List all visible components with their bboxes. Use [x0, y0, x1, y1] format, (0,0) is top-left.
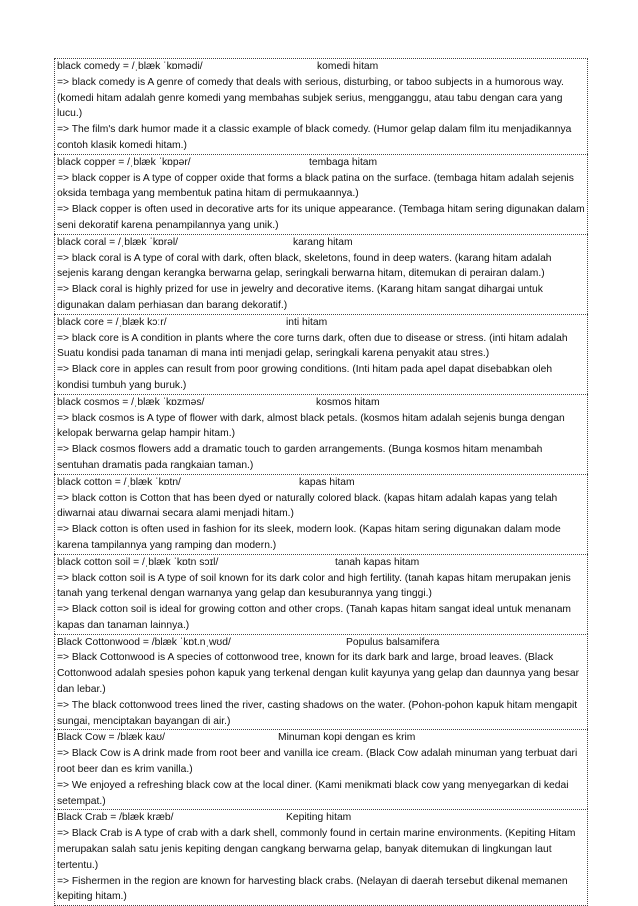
entry-definition: => black comedy is A genre of comedy that deals with serious, disturbing, or taboo subjects in a humorous way. (komedi hitam adalah genre komedi yang membahas subjek serius, mengganggu, atau tabu dengan cara yang lucu.)	[57, 76, 564, 120]
entry-translation: Kepiting hitam	[286, 812, 352, 824]
entry-header	[57, 635, 585, 651]
entry-translation: karang hitam	[293, 236, 353, 248]
entry-term: black cotton = /ˌblæk ˈkɒtn/	[57, 476, 181, 488]
entry-example: => The film's dark humor made it a classic example of black comedy. (Humor gelap dalam film itu menjadikannya contoh klasik komedi hitam.)	[57, 124, 572, 151]
glossary-entry	[54, 554, 588, 634]
entry-example: => Black copper is often used in decorative arts for its unique appearance. (Tembaga hitam sering digunakan dalam seni dekoratif karena penampilannya yang unik.)	[57, 204, 585, 231]
entry-header	[57, 59, 585, 75]
entry-translation: tembaga hitam	[309, 156, 378, 168]
entry-definition: => black copper is A type of copper oxide that forms a black patina on the surface. (tembaga hitam adalah sejenis oksida tembaga yang membentuk patina hitam di permukaannya.)	[57, 172, 574, 200]
entry-example: => Black cotton is often used in fashion for its sleek, modern look. (Kapas hitam sering digunakan dalam mode karena tampilannya yang ramping dan modern.)	[57, 524, 561, 551]
entry-definition: => Black Cottonwood is A species of cottonwood tree, known for its dark bark and large, broad leaves. (Black Cottonwood adalah spesies pohon kapuk yang terkenal dengan kulit kayunya yang gelap dan daunnya yang besar dan lebar.)	[57, 652, 580, 696]
entry-translation: komedi hitam	[317, 61, 379, 72]
entry-example: => We enjoyed a refreshing black cow at the local diner. (Kami menikmati black cow yang menyegarkan di kedai setempat.)	[57, 779, 569, 807]
glossary-entry	[54, 634, 588, 730]
entry-term: Black Crab = /blæk kræb/	[57, 812, 174, 824]
glossary-entry	[54, 154, 588, 234]
glossary-entry	[54, 58, 588, 154]
entry-header	[57, 155, 585, 171]
entry-term: Black Cow = /blæk kaʊ/	[57, 732, 166, 744]
entry-header	[57, 810, 585, 826]
entry-definition: => Black Cow is A drink made from root beer and vanilla ice cream. (Black Cow adalah minuman yang terbuat dari root beer dan es krim vanilla.)	[57, 748, 578, 776]
entry-example: => The black cottonwood trees lined the river, casting shadows on the water. (Pohon-pohon kapuk hitam mengapit sungai, menciptakan bayangan di air.)	[57, 699, 578, 727]
entry-definition: => black cotton soil is A type of soil known for its dark color and high fertility. (tanah kapas hitam merupakan jenis tanah yang terkenal dengan warnanya yang gelap dan kesuburannya yang tinggi.)	[57, 572, 571, 600]
entry-header	[57, 315, 585, 331]
glossary-entry	[54, 394, 588, 474]
entry-example: => Fishermen in the region are known for harvesting black crabs. (Nelayan di daerah tersebut dikenal memanen kepiting hitam.)	[57, 875, 568, 903]
entry-term: black copper = /ˌblæk ˈkɒpər/	[57, 156, 191, 168]
entry-translation: Populus balsamifera	[346, 636, 440, 648]
entry-term: black core = /ˌblæk kɔːr/	[57, 316, 167, 328]
entry-term: black comedy = /ˌblæk ˈkɒmədi/	[57, 61, 203, 72]
entry-term: black coral = /ˌblæk ˈkɒrəl/	[57, 236, 179, 248]
entry-definition: => black coral is A type of coral with dark, often black, skeletons, found in deep waters. (karang hitam adalah sejenis karang dengan kerangka berwarna gelap, seringkali berwarna hitam, ditemukan di perairan dalam.)	[57, 252, 552, 280]
entry-header	[57, 475, 585, 491]
entry-translation: tanah kapas hitam	[335, 556, 420, 568]
entry-header	[57, 235, 585, 251]
entry-translation: kapas hitam	[299, 476, 355, 488]
entry-term: Black Cottonwood = /blæk ˈkɒt.nˌwʊd/	[57, 636, 231, 648]
glossary-entry	[54, 474, 588, 554]
entry-term: black cotton soil = /ˌblæk ˈkɒtn sɔɪl/	[57, 556, 219, 568]
entry-translation: inti hitam	[286, 316, 328, 328]
entry-header	[57, 395, 585, 411]
entry-header	[57, 555, 585, 571]
glossary-entry	[54, 809, 588, 906]
entry-term: black cosmos = /ˌblæk ˈkɒzməs/	[57, 396, 205, 408]
entry-example: => Black cosmos flowers add a dramatic touch to garden arrangements. (Bunga kosmos hitam menambah sentuhan dramatis pada rangkaian taman.)	[57, 444, 543, 471]
glossary-entry	[54, 314, 588, 394]
entry-definition: => black cosmos is A type of flower with dark, almost black petals. (kosmos hitam adalah sejenis bunga dengan kelopak berwarna gelap hampir hitam.)	[57, 412, 565, 440]
entry-header	[57, 730, 585, 746]
entry-definition: => black core is A condition in plants where the core turns dark, often due to disease or stress. (inti hitam adalah Suatu kondisi pada tanaman di mana inti menjadi gelap, seringkali karena penyakit atau stres.)	[57, 332, 568, 360]
entry-translation: Minuman kopi dengan es krim	[278, 732, 416, 744]
entry-example: => Black coral is highly prized for use in jewelry and decorative items. (Karang hitam sangat dihargai untuk digunakan dalam perhiasan dan barang dekoratif.)	[57, 284, 543, 311]
glossary-entry	[54, 729, 588, 809]
glossary-entry	[54, 234, 588, 314]
entry-example: => Black cotton soil is ideal for growing cotton and other crops. (Tanah kapas hitam sangat ideal untuk menanam kapas dan tanaman lainnya.)	[57, 604, 571, 631]
glossary-page	[54, 58, 588, 906]
entry-definition: => Black Crab is A type of crab with a dark shell, commonly found in certain marine environments. (Kepiting Hitam merupakan salah satu jenis kepiting dengan cangkang berwarna gelap, banyak ditemukan di lingkungan laut tertentu.)	[57, 828, 576, 871]
entry-definition: => black cotton is Cotton that has been dyed or naturally colored black. (kapas hitam adalah kapas yang telah diwarnai atau diwarnai secara alami menjadi hitam.)	[57, 492, 558, 520]
entry-example: => Black core in apples can result from poor growing conditions. (Inti hitam pada apel dapat disebabkan oleh kondisi tumbuh yang buruk.)	[57, 364, 553, 391]
entry-translation: kosmos hitam	[316, 396, 380, 408]
